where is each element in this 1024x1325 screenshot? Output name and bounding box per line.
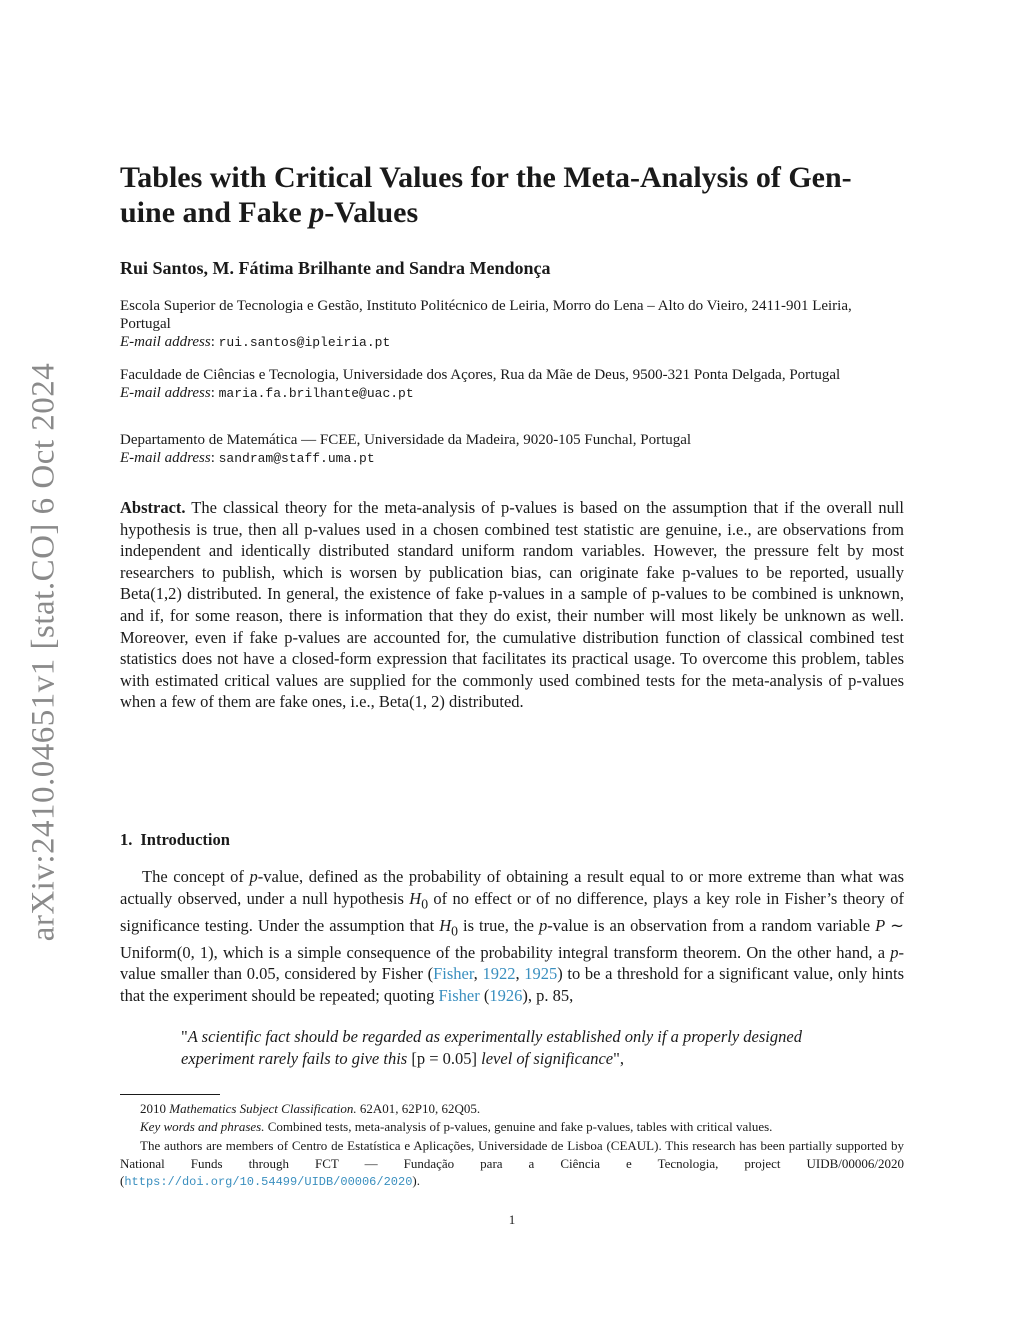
intro-paragraph: The concept of p-value, defined as the probability of obtaining a result equal to or more extreme than what was actually observed, under a null hypothesis $H_0$ of no effect or of no difference, plays a key role in Fisher’s theory of significance testing. Under the assumption that $H_0$ is true, the p-value is an observation from a random variable P ∼ Uniform(0, 1), which is a simple consequence of the probability integral transform theorem. On the other hand, a p-value smaller than 0.05, considered by Fisher (Fisher, 1922, 1925) to be a threshold for a significant value, only hints that the experiment should be repeated; quoting Fisher (1926), p. 85, — [120, 867, 905, 1006]
abstract-text: The classical theory for the meta-analysis of p-values is based on the assumption that if the overall null hypothesis is true, then all p-values used in a chosen combined test statistic are genuine, i.e., are observations from independent and identically distributed standard uniform random variables. However, the pressure felt by most researchers to publish, which is worsen by publication bias, can originate fake p-values to be reported, usually Beta(1,2) distributed. In general, the existence of fake p-values in a sample of p-values to be combined is unknown, and if, for some reason, there is information that they do exist, their number will most likely be unknown as well. Moreover, even if fake p-values are accounted for, the cumulative distribution function of classical combined test statistics does not have a closed-form expression that facilitates its practical usage. To overcome this problem, tables with estimated critical values are supplied for the commonly used combined tests for the meta-analysis of p-values when a few of them are fake ones, i.e., Beta(1, 2) distributed. — [120, 498, 905, 712]
page-number: 1 — [508, 1212, 516, 1227]
email-address[interactable]: rui.santos@ipleiria.pt — [218, 335, 391, 350]
abstract-label: Abstract. — [120, 498, 186, 517]
footnotes — [120, 1100, 904, 1192]
section-heading-introduction: 1. Introduction — [120, 830, 230, 849]
citation-link[interactable]: 1925 — [524, 964, 558, 984]
affiliation-3 — [120, 431, 904, 468]
affiliation-email-line: E-mail address: sandram@staff.uma.pt — [120, 450, 375, 466]
citation-link[interactable]: 1922 — [482, 964, 516, 984]
affiliation-address: Escola Superior de Tecnologia e Gestão, Instituto Politécnico de Leiria, Morro do Lena – Alto do Vieiro, 2411-901 Leiria, Portugal — [120, 298, 852, 332]
doi-link[interactable]: https://doi.org/10.54499/UIDB/00006/2020 — [124, 1175, 413, 1189]
author-list: Rui Santos, M. Fátima Brilhante and Sandra Mendonça — [120, 258, 551, 278]
footnote-keywords: Key words and phrases. Combined tests, meta-analysis of p-values, genuine and fake p-values, tables with critical values. — [140, 1118, 773, 1134]
footnote-divider — [120, 1094, 220, 1095]
citation-link[interactable]: Fisher — [433, 964, 474, 984]
paper-title: Tables with Critical Values for the Meta-Analysis of Gen- uine and Fake p-Values — [120, 161, 852, 229]
footnote-funding: The authors are members of Centro de Estatística e Aplicações, Universidade de Lisboa (CEAUL). This research has been partially supported by National Funds through FCT — Fundação para a Ciência e Tecnologia, project UIDB/00006/2020 (https://doi.org/10.54499/UIDB/00006/2020). — [120, 1138, 904, 1189]
abstract — [120, 497, 904, 713]
affiliation-address: Faculdade de Ciências e Tecnologia, Universidade dos Açores, Rua da Mãe de Deus, 9500-321 Ponta Delgada, Portugal — [120, 367, 841, 383]
fisher-quote: "A scientific fact should be regarded as experimentally established only if a properly designed experiment rarely fails to give this [p = 0.05] level of significance", — [181, 1027, 802, 1068]
citation-link[interactable]: 1926 — [489, 986, 523, 1006]
affiliation-1 — [120, 297, 904, 352]
email-address[interactable]: maria.fa.brilhante@uac.pt — [218, 386, 414, 401]
footnote-msc: 2010 Mathematics Subject Classification. 62A01, 62P10, 62Q05. — [140, 1101, 481, 1116]
affiliation-address: Departamento de Matemática — FCEE, Universidade da Madeira, 9020-105 Funchal, Portugal — [120, 432, 692, 448]
citation-link[interactable]: Fisher — [438, 986, 480, 1006]
affiliation-2 — [120, 366, 904, 403]
email-address[interactable]: sandram@staff.uma.pt — [218, 451, 375, 466]
affiliation-email-line: E-mail address: rui.santos@ipleiria.pt — [120, 334, 391, 350]
affiliation-email-line: E-mail address: maria.fa.brilhante@uac.pt — [120, 385, 414, 401]
arxiv-identifier-text: arXiv:2410.04651v1 [stat.CO] 6 Oct 2024 — [25, 362, 62, 942]
